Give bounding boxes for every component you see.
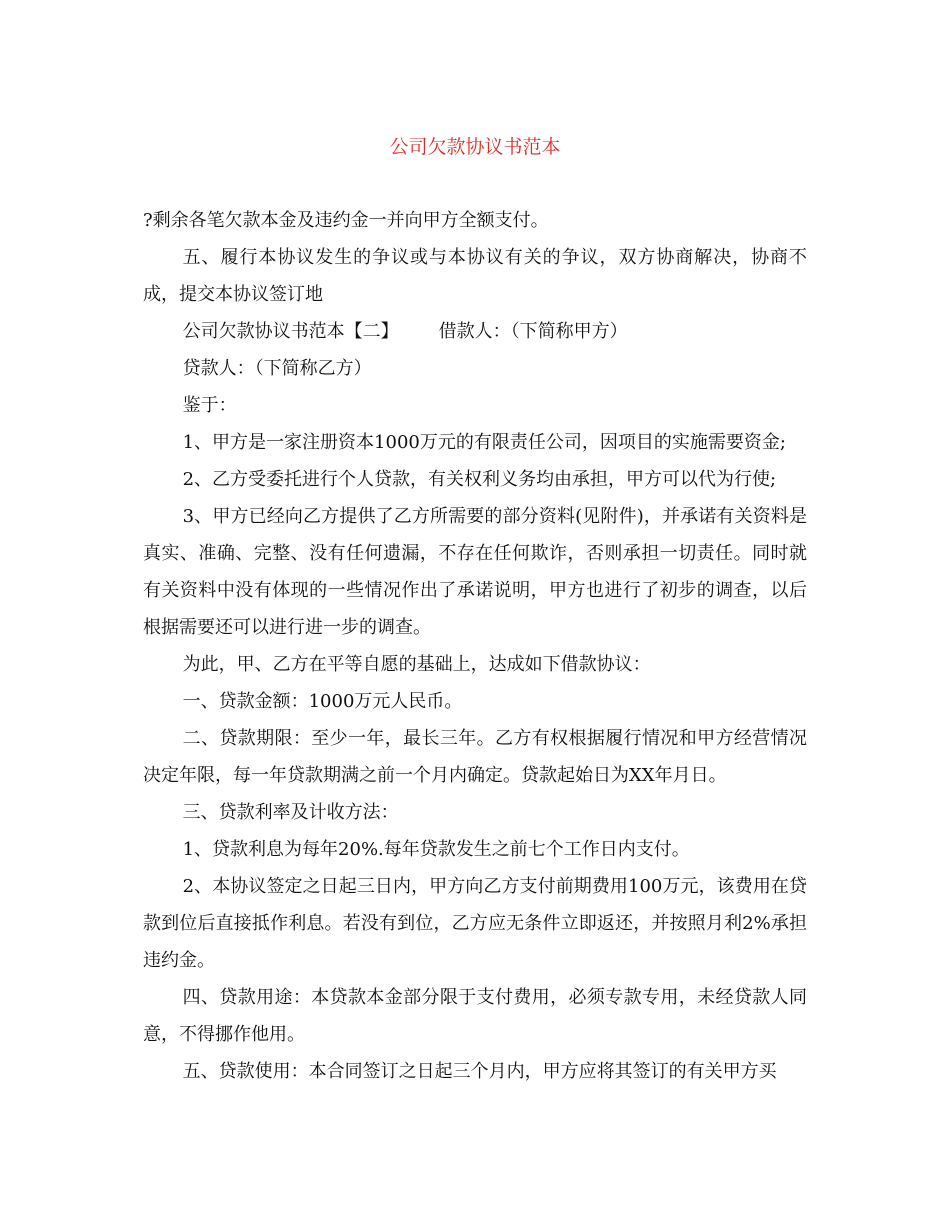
recital-2: 2、乙方受委托进行个人贷款，有关权利义务均由承担，甲方可以代为行使; [182, 469, 777, 490]
recital-1: 1、甲方是一家注册资本1000万元的有限责任公司，因项目的实施需要资金; [182, 432, 786, 453]
lender-line: 贷款人：（下简称乙方） [182, 358, 372, 379]
paragraph-continuation: ?剩余各笔欠款本金及违约金一并向甲方全额支付。 [143, 210, 549, 231]
clause-interest-heading: 三、贷款利率及计收方法： [182, 802, 399, 823]
clause-loan-purpose: 四、贷款用途：本贷款本金部分限于支付费用，必须专款专用，未经贷款人同意，不得挪作他用。 [143, 987, 807, 1045]
paragraph-clause-5-dispute: 五、履行本协议发生的争议或与本协议有关的争议，双方协商解决，协商不成，提交本协议签订地 [143, 247, 807, 305]
whereas-line: 鉴于： [182, 395, 237, 416]
clause-interest-2: 2、本协议签定之日起三日内，甲方向乙方支付前期费用100万元，该费用在贷款到位后直接抵作利息。若没有到位，乙方应无条件立即返还，并按照月利2%承担违约金。 [143, 876, 807, 971]
paragraph-heading-two [143, 313, 807, 350]
section-heading-two: 公司欠款协议书范本【二】 [182, 321, 399, 342]
clause-loan-use: 五、贷款使用：本合同签订之日起三个月内，甲方应将其签订的有关甲方买 [182, 1061, 777, 1082]
clause-interest-1: 1、贷款利息为每年20%.每年贷款发生之前七个工作日内支付。 [182, 839, 690, 860]
agreement-intro: 为此，甲、乙方在平等自愿的基础上，达成如下借款协议： [182, 654, 651, 675]
clause-loan-term: 二、贷款期限：至少一年，最长三年。乙方有权根据履行情况和甲方经营情况决定年限，每一年贷款期满之前一个月内确定。贷款起始日为XX年月日。 [143, 728, 807, 786]
document-title: 公司欠款协议书范本 [389, 136, 561, 158]
document-body [143, 202, 807, 1090]
clause-loan-amount: 一、贷款金额：1000万元人民币。 [182, 691, 463, 712]
recital-3: 3、甲方已经向乙方提供了乙方所需要的部分资料(见附件)，并承诺有关资料是真实、准确、完整、没有任何遗漏，不存在任何欺诈，否则承担一切责任。同时就有关资料中没有体现的一些情况作出了承诺说明，甲方也进行了初步的调查，以后根据需要还可以进行进一步的调查。 [143, 506, 807, 638]
borrower-line: 借款人：（下简称甲方） [438, 321, 628, 342]
